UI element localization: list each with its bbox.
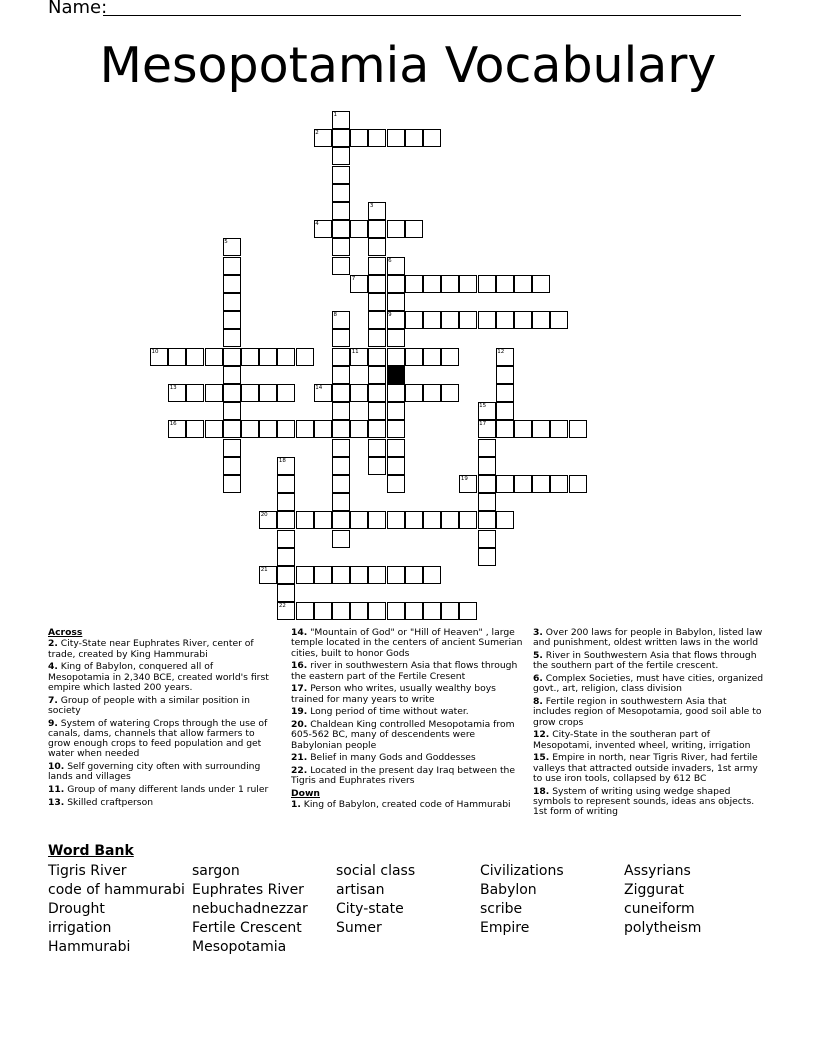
clue-number: 1. xyxy=(291,799,301,811)
crossword-cell[interactable] xyxy=(332,348,350,366)
crossword-cell[interactable] xyxy=(387,129,405,147)
clue-down-6 xyxy=(533,674,765,695)
word-bank-item: Ziggurat xyxy=(624,882,684,898)
clue-across-14 xyxy=(291,628,523,659)
clue-number-3: 3 xyxy=(369,203,374,209)
name-label: Name: xyxy=(48,0,108,18)
crossword-black-cell xyxy=(387,366,405,384)
clue-number-19: 19 xyxy=(460,476,468,482)
clue-number: 13. xyxy=(48,796,65,808)
crossword-cell[interactable] xyxy=(296,602,314,620)
clue-text: "Mountain of God" or "Hill of Heaven" , large temple located in the centers of ancient Sumerian cities, built to honor Gods xyxy=(291,627,523,659)
clue-number-14: 14 xyxy=(315,385,323,391)
crossword-cell[interactable] xyxy=(441,511,459,529)
crossword-cell[interactable] xyxy=(387,457,405,475)
crossword-cell[interactable] xyxy=(277,384,295,402)
clue-number: 5. xyxy=(533,649,543,661)
crossword-cell[interactable] xyxy=(368,348,386,366)
crossword-cell[interactable] xyxy=(405,566,423,584)
crossword-cell[interactable] xyxy=(368,275,386,293)
crossword-cell[interactable] xyxy=(277,566,295,584)
word-bank-item: social class xyxy=(336,863,416,879)
clue-number-1: 1 xyxy=(333,112,337,118)
clue-text: Fertile region in southwestern Asia that includes region of Mesopotamia, good soil able to grow crops xyxy=(533,695,762,728)
crossword-cell[interactable] xyxy=(223,348,241,366)
clue-number-21: 21 xyxy=(260,567,268,573)
crossword-cell[interactable] xyxy=(205,384,223,402)
clue-down-5 xyxy=(533,651,765,672)
clue-number-22: 22 xyxy=(278,603,286,610)
clue-number: 19. xyxy=(291,706,308,718)
clue-number: 20. xyxy=(291,718,308,730)
crossword-cell[interactable] xyxy=(223,439,241,457)
clue-down-8 xyxy=(533,697,765,728)
crossword-cell[interactable] xyxy=(478,475,496,493)
crossword-cell[interactable] xyxy=(387,348,405,366)
crossword-cell[interactable] xyxy=(314,420,332,438)
clue-across-13 xyxy=(48,798,276,808)
crossword-cell[interactable] xyxy=(223,293,241,311)
clue-text: Over 200 laws for people in Babylon, listed law and punishment, oldest written laws in the world xyxy=(533,627,763,649)
crossword-cell[interactable] xyxy=(478,439,496,457)
crossword-cell[interactable] xyxy=(350,420,368,438)
crossword-cell[interactable] xyxy=(368,602,386,620)
crossword-cell[interactable] xyxy=(478,511,496,529)
clues-column-2 xyxy=(291,628,523,813)
crossword-cell[interactable] xyxy=(496,311,514,329)
crossword-cell[interactable] xyxy=(387,511,405,529)
across-heading: Across xyxy=(48,627,83,638)
crossword-cell[interactable] xyxy=(223,366,241,384)
crossword-cell[interactable] xyxy=(314,602,332,620)
crossword-cell[interactable] xyxy=(514,275,532,293)
clue-number-16: 16 xyxy=(169,421,177,428)
crossword-cell[interactable] xyxy=(496,475,514,493)
crossword-cell[interactable] xyxy=(332,238,350,256)
clue-number: 16. xyxy=(291,660,308,672)
crossword-cell[interactable] xyxy=(223,475,241,493)
clue-text: City-State in the southeran part of Mesopotami, invented wheel, writing, irrigation xyxy=(533,729,751,751)
crossword-cell[interactable] xyxy=(332,184,350,202)
clue-across-16 xyxy=(291,661,523,682)
clue-number: 22. xyxy=(291,764,308,776)
word-bank-item: Euphrates River xyxy=(192,882,304,898)
crossword-cell[interactable] xyxy=(387,293,405,311)
crossword-cell[interactable] xyxy=(405,384,423,402)
word-bank-title: Word Bank xyxy=(48,843,134,859)
crossword-cell[interactable] xyxy=(387,402,405,420)
clue-down-18 xyxy=(533,787,765,818)
crossword-cell[interactable] xyxy=(332,457,350,475)
clue-number-6: 6 xyxy=(388,257,392,264)
crossword-cell[interactable] xyxy=(332,202,350,220)
clue-across-21 xyxy=(291,753,523,763)
word-bank-item: Sumer xyxy=(336,920,382,936)
crossword-cell[interactable] xyxy=(496,384,514,402)
crossword-cell[interactable] xyxy=(532,311,550,329)
crossword-cell[interactable] xyxy=(368,439,386,457)
crossword-cell[interactable] xyxy=(441,602,459,620)
word-bank-item: Fertile Crescent xyxy=(192,920,302,936)
crossword-cell[interactable] xyxy=(350,129,368,147)
crossword-cell[interactable] xyxy=(423,511,441,529)
clue-number-2: 2 xyxy=(315,130,319,137)
clue-text: River in Southwestern Asia that flows through the southern part of the fertile crescent. xyxy=(533,649,757,672)
crossword-cell[interactable] xyxy=(514,475,532,493)
word-bank-item: Assyrians xyxy=(624,863,691,879)
clue-text: Complex Societies, must have cities, organized govt., art, religion, class division xyxy=(533,672,764,695)
crossword-cell[interactable] xyxy=(478,275,496,293)
clue-text: Empire in north, near Tigris River, had fertile valleys that attracted outside invaders, 1st army to use iron tools, collapsed by 612 BC xyxy=(533,752,758,784)
crossword-cell[interactable] xyxy=(423,566,441,584)
crossword-cell[interactable] xyxy=(241,348,259,366)
crossword-cell[interactable] xyxy=(296,566,314,584)
crossword-cell[interactable] xyxy=(532,275,550,293)
crossword-cell[interactable] xyxy=(277,511,295,529)
clue-number-10: 10 xyxy=(151,348,159,355)
crossword-cell[interactable] xyxy=(296,420,314,438)
crossword-cell[interactable] xyxy=(332,129,350,147)
clue-number-17: 17 xyxy=(479,421,487,428)
crossword-cell[interactable] xyxy=(441,275,459,293)
crossword-cell[interactable] xyxy=(423,348,441,366)
clue-number-9: 9 xyxy=(388,312,392,319)
crossword-cell[interactable] xyxy=(223,257,241,275)
crossword-cell[interactable] xyxy=(332,257,350,275)
crossword-cell[interactable] xyxy=(405,129,423,147)
crossword-cell[interactable] xyxy=(496,511,514,529)
crossword-cell[interactable] xyxy=(387,420,405,438)
crossword-cell[interactable] xyxy=(387,384,405,402)
clue-text: Chaldean King controlled Mesopotamia from 605-562 BC, many of descendents were Babylonian people xyxy=(291,718,515,751)
crossword-cell[interactable] xyxy=(332,366,350,384)
crossword-cell[interactable] xyxy=(277,584,295,602)
crossword-cell[interactable] xyxy=(259,348,277,366)
clue-down-1 xyxy=(291,800,523,810)
clues-column-3 xyxy=(533,628,765,820)
crossword-cell[interactable] xyxy=(368,329,386,347)
crossword-cell[interactable] xyxy=(441,348,459,366)
crossword-cell[interactable] xyxy=(368,457,386,475)
clue-number: 17. xyxy=(291,683,308,695)
crossword-cell[interactable] xyxy=(478,493,496,511)
word-bank-item: irrigation xyxy=(48,920,112,936)
crossword-cell[interactable] xyxy=(514,311,532,329)
page-title: Mesopotamia Vocabulary xyxy=(99,37,717,94)
clue-number-4: 4 xyxy=(315,221,319,228)
crossword-cell[interactable] xyxy=(387,220,405,238)
word-bank-item: Tigris River xyxy=(48,863,127,879)
crossword-cell[interactable] xyxy=(423,311,441,329)
crossword-cell[interactable] xyxy=(459,511,477,529)
clue-across-20 xyxy=(291,720,523,751)
clue-number: 10. xyxy=(48,761,65,773)
crossword-cell[interactable] xyxy=(368,384,386,402)
crossword-cell[interactable] xyxy=(277,493,295,511)
clue-number: 15. xyxy=(533,752,550,764)
clue-number-5: 5 xyxy=(224,239,228,246)
crossword-cell[interactable] xyxy=(314,566,332,584)
crossword-cell[interactable] xyxy=(387,275,405,293)
crossword-cell[interactable] xyxy=(550,420,568,438)
crossword-cell[interactable] xyxy=(423,129,441,147)
clue-number: 4. xyxy=(48,661,58,673)
crossword-cell[interactable] xyxy=(423,602,441,620)
crossword-cell[interactable] xyxy=(441,311,459,329)
clue-number-18: 18 xyxy=(278,457,286,464)
crossword-cell[interactable] xyxy=(368,311,386,329)
crossword-cell[interactable] xyxy=(368,129,386,147)
clue-number: 14. xyxy=(291,627,308,638)
clue-text: City-State near Euphrates River, center of trade, created by King Hammurabi xyxy=(48,638,254,660)
crossword-cell[interactable] xyxy=(223,457,241,475)
word-bank-item: artisan xyxy=(336,882,385,898)
clue-text: King of Babylon, conquered all of Mesopotamia in 2,340 BCE, created world's first empire which lasted 200 years. xyxy=(48,661,269,693)
clue-across-2 xyxy=(48,639,276,660)
word-bank-item: Babylon xyxy=(480,882,537,898)
clue-down-15 xyxy=(533,753,765,784)
crossword-cell[interactable] xyxy=(368,293,386,311)
crossword-cell[interactable] xyxy=(368,566,386,584)
crossword-cell[interactable] xyxy=(186,384,204,402)
crossword-cell[interactable] xyxy=(332,439,350,457)
clue-across-9 xyxy=(48,719,276,760)
crossword-cell[interactable] xyxy=(332,402,350,420)
crossword-cell[interactable] xyxy=(423,275,441,293)
word-bank-item: nebuchadnezzar xyxy=(192,901,308,917)
word-bank-item: scribe xyxy=(480,901,523,917)
crossword-cell[interactable] xyxy=(459,311,477,329)
crossword-cell[interactable] xyxy=(332,166,350,184)
crossword-cell[interactable] xyxy=(387,566,405,584)
crossword-cell[interactable] xyxy=(277,475,295,493)
crossword-cell[interactable] xyxy=(332,511,350,529)
crossword-cell[interactable] xyxy=(368,402,386,420)
clue-across-19 xyxy=(291,707,523,717)
clue-number: 12. xyxy=(533,729,550,741)
crossword-cell[interactable] xyxy=(405,602,423,620)
clue-down-3 xyxy=(533,628,765,649)
crossword-cell[interactable] xyxy=(387,439,405,457)
word-bank-item: City-state xyxy=(336,901,404,917)
clue-text: Long period of time without water. xyxy=(307,706,469,718)
crossword-cell[interactable] xyxy=(277,348,295,366)
clue-number-7: 7 xyxy=(351,275,356,282)
down-heading: Down xyxy=(291,787,320,799)
clue-number: 8. xyxy=(533,695,543,707)
word-bank-item: polytheism xyxy=(624,920,702,936)
word-bank-item: code of hammurabi xyxy=(48,882,185,898)
clue-text: Skilled craftperson xyxy=(64,796,154,808)
crossword-cell[interactable] xyxy=(496,275,514,293)
crossword-cell[interactable] xyxy=(296,511,314,529)
clue-across-7 xyxy=(48,696,276,717)
crossword-cell[interactable] xyxy=(569,420,587,438)
word-bank-item: Mesopotamia xyxy=(192,939,287,955)
crossword-cell[interactable] xyxy=(459,602,477,620)
word-bank-item: Drought xyxy=(48,901,105,917)
crossword-cell[interactable] xyxy=(405,275,423,293)
clue-number: 9. xyxy=(48,717,58,729)
clue-number-11: 11 xyxy=(351,348,359,355)
crossword-cell[interactable] xyxy=(241,384,259,402)
clue-text: System of writing using wedge shaped symbols to represent sounds, ideas ans objects. 1st form of writing xyxy=(533,785,755,818)
clue-across-4 xyxy=(48,662,276,693)
clue-number: 11. xyxy=(48,784,65,796)
crossword-cell[interactable] xyxy=(205,420,223,438)
clue-number-8: 8 xyxy=(333,312,337,319)
crossword-cell[interactable] xyxy=(332,566,350,584)
clue-text: King of Babylon, created code of Hammurabi xyxy=(300,799,511,811)
crossword-cell[interactable] xyxy=(423,384,441,402)
crossword-cell[interactable] xyxy=(478,311,496,329)
crossword-cell[interactable] xyxy=(332,530,350,548)
word-bank-item: sargon xyxy=(192,863,240,879)
crossword-cell[interactable] xyxy=(205,348,223,366)
clue-text: Group of many different lands under 1 ruler xyxy=(64,784,269,796)
clue-number-15: 15 xyxy=(479,403,487,410)
crossword-cell[interactable] xyxy=(332,420,350,438)
crossword-cell[interactable] xyxy=(514,420,532,438)
crossword-cell[interactable] xyxy=(350,384,368,402)
crossword-cell[interactable] xyxy=(332,602,350,620)
crossword-cell[interactable] xyxy=(550,311,568,329)
clue-text: System of watering Crops through the use of canals, dams, channels that allow farmers to grow enough crops to feed population and get water when needed xyxy=(48,717,268,760)
crossword-cell[interactable] xyxy=(405,220,423,238)
crossword-cell[interactable] xyxy=(223,311,241,329)
crossword-cell[interactable] xyxy=(332,220,350,238)
crossword-cell[interactable] xyxy=(532,420,550,438)
clue-across-10 xyxy=(48,762,276,783)
clue-number: 18. xyxy=(533,785,550,797)
crossword-cell[interactable] xyxy=(368,511,386,529)
crossword-cell[interactable] xyxy=(368,257,386,275)
clue-text: Located in the present day Iraq between the Tigris and Euphrates rivers xyxy=(291,764,516,787)
crossword-cell[interactable] xyxy=(186,348,204,366)
crossword-cell[interactable] xyxy=(259,420,277,438)
crossword-cell[interactable] xyxy=(332,329,350,347)
word-bank-item: Hammurabi xyxy=(48,939,131,955)
clue-text: river in southwestern Asia that flows through the eastern part of the Fertile Cresent xyxy=(291,660,518,682)
crossword-cell[interactable] xyxy=(186,420,204,438)
crossword-cell[interactable] xyxy=(496,420,514,438)
crossword-cell[interactable] xyxy=(350,511,368,529)
clue-across-22 xyxy=(291,766,523,787)
crossword-cell[interactable] xyxy=(223,275,241,293)
crossword-cell[interactable] xyxy=(496,402,514,420)
crossword-cell[interactable] xyxy=(368,420,386,438)
word-bank-item: cuneiform xyxy=(624,901,695,917)
crossword-cell[interactable] xyxy=(277,420,295,438)
crossword-cell[interactable] xyxy=(387,475,405,493)
clue-number-13: 13 xyxy=(169,385,177,391)
crossword-cell[interactable] xyxy=(387,329,405,347)
word-bank-item: Empire xyxy=(480,920,530,936)
clue-number: 2. xyxy=(48,638,58,650)
crossword-cell[interactable] xyxy=(223,420,241,438)
clue-text: Belief in many Gods and Goddesses xyxy=(307,752,476,764)
crossword-cell[interactable] xyxy=(296,348,314,366)
clue-number: 21. xyxy=(291,752,308,764)
crossword-cell[interactable] xyxy=(168,348,186,366)
crossword-cell[interactable] xyxy=(350,220,368,238)
clue-across-11 xyxy=(48,785,276,795)
crossword-cell[interactable] xyxy=(405,348,423,366)
crossword-cell[interactable] xyxy=(332,493,350,511)
crossword-cell[interactable] xyxy=(241,420,259,438)
crossword-cell[interactable] xyxy=(277,530,295,548)
crossword-cell[interactable] xyxy=(478,548,496,566)
crossword-cell[interactable] xyxy=(277,548,295,566)
crossword-cell[interactable] xyxy=(405,511,423,529)
crossword-cell[interactable] xyxy=(368,366,386,384)
crossword-cell[interactable] xyxy=(314,511,332,529)
clue-number: 7. xyxy=(48,694,58,706)
crossword-cell[interactable] xyxy=(223,329,241,347)
clue-number-12: 12 xyxy=(497,348,505,355)
crossword-cell[interactable] xyxy=(332,384,350,402)
crossword-cell[interactable] xyxy=(569,475,587,493)
crossword-cell[interactable] xyxy=(223,402,241,420)
crossword-cell[interactable] xyxy=(532,475,550,493)
crossword-cell[interactable] xyxy=(441,384,459,402)
clues-column-1 xyxy=(48,628,276,810)
crossword-cell[interactable] xyxy=(478,530,496,548)
crossword-cell[interactable] xyxy=(496,366,514,384)
clue-text: Self governing city often with surrounding lands and villages xyxy=(48,761,261,783)
clue-text: Person who writes, usually wealthy boys trained for many years to write xyxy=(291,683,496,705)
crossword-cell[interactable] xyxy=(350,566,368,584)
crossword-cell[interactable] xyxy=(459,275,477,293)
clue-number: 3. xyxy=(533,627,543,638)
crossword-cell[interactable] xyxy=(368,238,386,256)
crossword-cell[interactable] xyxy=(259,384,277,402)
crossword-cell[interactable] xyxy=(332,147,350,165)
crossword-cell[interactable] xyxy=(478,457,496,475)
clue-down-12 xyxy=(533,730,765,751)
clue-text: Group of people with a similar position in society xyxy=(48,694,250,716)
crossword-cell[interactable] xyxy=(350,602,368,620)
crossword-cell[interactable] xyxy=(550,475,568,493)
crossword-cell[interactable] xyxy=(387,602,405,620)
crossword-cell[interactable] xyxy=(332,475,350,493)
clue-number-20: 20 xyxy=(260,512,268,519)
crossword-cell[interactable] xyxy=(223,384,241,402)
clue-number: 6. xyxy=(533,672,543,684)
word-bank-item: Civilizations xyxy=(480,863,564,879)
crossword-cell[interactable] xyxy=(368,220,386,238)
crossword-cell[interactable] xyxy=(405,311,423,329)
clue-across-17 xyxy=(291,684,523,705)
